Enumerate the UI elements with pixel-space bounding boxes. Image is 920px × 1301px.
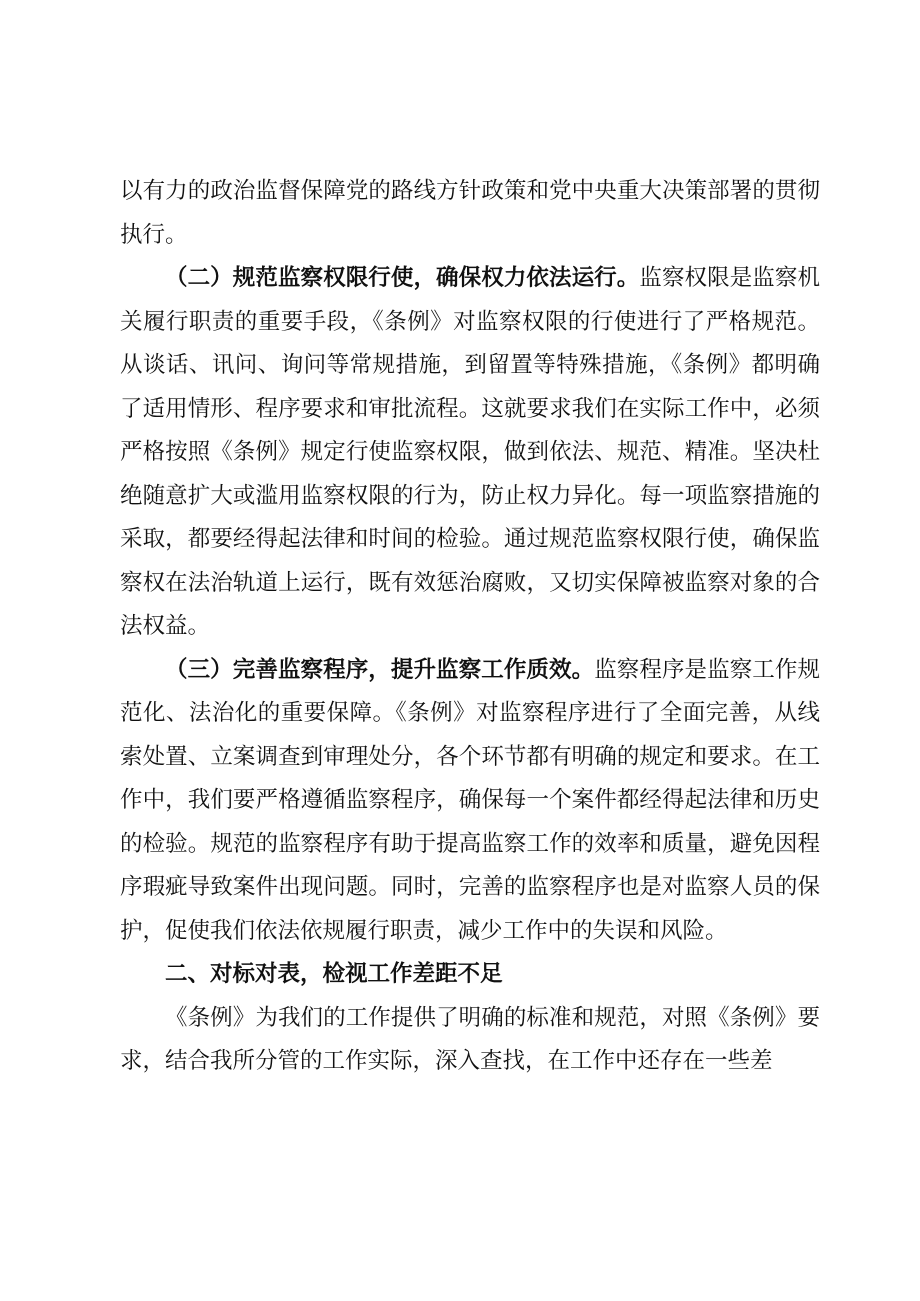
paragraph-last: 《条例》为我们的工作提供了明确的标准和规范，对照《条例》要求，结合我所分管的工作实际，深入查找，在工作中还存在一些差 — [120, 1004, 820, 1074]
section-two-title: （二）规范监察权限行使，确保权力依法运行。 — [165, 265, 640, 291]
section-two-body: 监察权限是监察机关履行职责的重要手段，《条例》对监察权限的行使进行了严格规范。从谈话、讯问、询问等常规措施，到留置等特殊措施，《条例》都明确了适用情形、程序要求和审批流程。这就要求我们在实际工作中，必须严格按照《条例》规定行使监察权限，做到依法、规范、精准。坚决杜绝随意扩大或滥用监察权限的行为，防止权力异化。每一项监察措施的采取，都要经得起法律和时间的检验。通过规范监察权限行使，确保监察权在法治轨道上运行，既有效惩治腐败，又切实保障被监察对象的合法权益。 — [120, 265, 820, 639]
paragraph-continuation: 以有力的政治监督保障党的路线方针政策和党中央重大决策部署的贯彻执行。 — [120, 178, 820, 248]
section-two-paragraph — [120, 257, 820, 649]
section-three-paragraph — [120, 649, 820, 954]
section-three-body: 监察程序是监察工作规范化、法治化的重要保障。《条例》对监察程序进行了全面完善，从线索处置、立案调查到审理处分，各个环节都有明确的规定和要求。在工作中，我们要严格遵循监察程序，确保每一个案件都经得起法律和历史的检验。规范的监察程序有助于提高监察工作的效率和质量，避免因程序瑕疵导致案件出现问题。同时，完善的监察程序也是对监察人员的保护，促使我们依法依规履行职责，减少工作中的失误和风险。 — [120, 656, 820, 944]
document-body — [120, 170, 820, 1084]
section-three-title: （三）完善监察程序，提升监察工作质效。 — [165, 656, 595, 683]
chapter-two-heading: 二、对标对表，检视工作差距不足 — [165, 961, 503, 987]
